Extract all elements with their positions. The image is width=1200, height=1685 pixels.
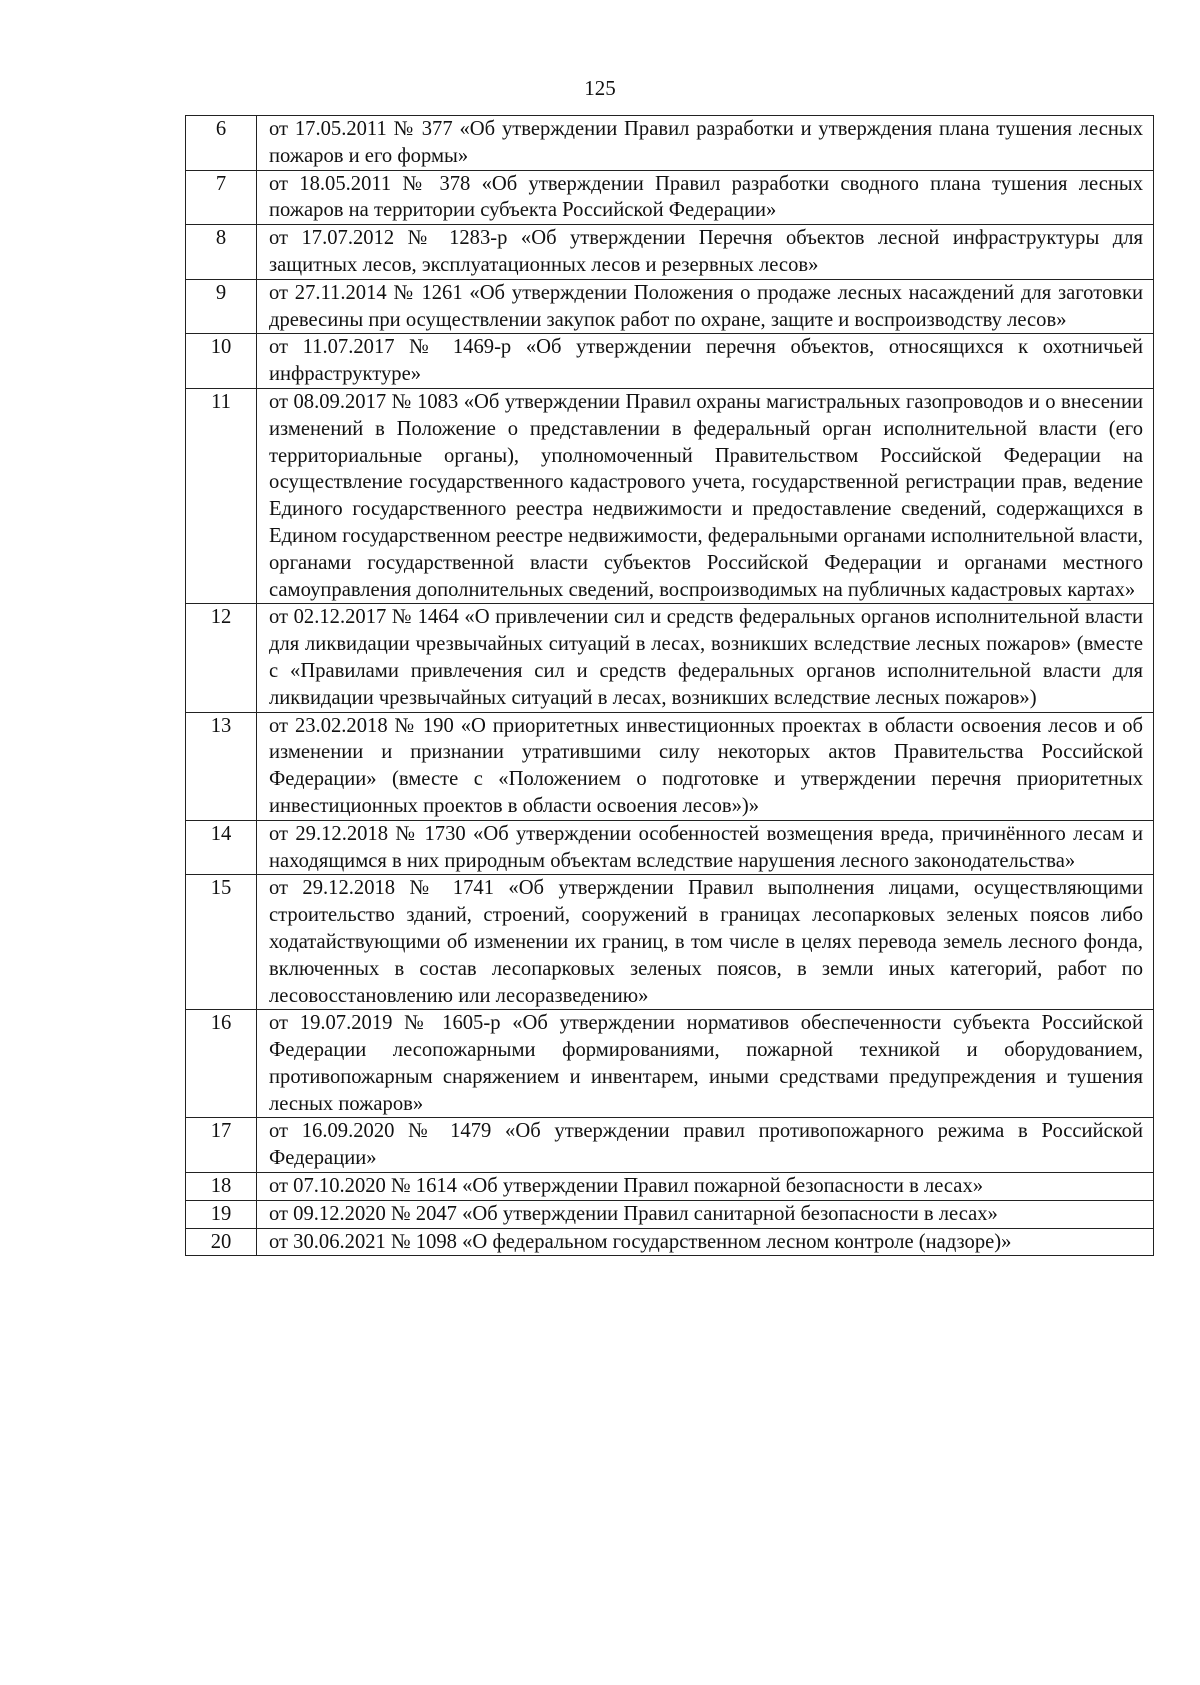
act-description: от 08.09.2017 № 1083 «Об утверждении Правил охраны магистральных газопроводов и о внесении изменений в Положение о представлении в федеральный орган исполнительной власти (его территориальные органы), уполномоченный Правительством Российской Федерации на осуществление государственного кадастрового учета, государственной регистрации прав, ведение Единого государственного реестра недвижимости и предоставление сведений, содержащихся в Едином государственном реестре недвижимости, федеральными органами исполнительной власти, органами государственной власти субъектов Российской Федерации и органами местного самоуправления дополнительных сведений, воспроизводимых на публичных кадастровых картах» [257, 388, 1154, 603]
row-number: 16 [186, 1010, 257, 1118]
table-row [186, 170, 1154, 225]
table-row [186, 1010, 1154, 1118]
row-number: 6 [186, 116, 257, 171]
act-description: от 09.12.2020 № 2047 «Об утверждении Правил санитарной безопасности в лесах» [257, 1200, 1154, 1228]
table-row [186, 875, 1154, 1010]
act-description: от 23.02.2018 № 190 «О приоритетных инвестиционных проектах в области освоения лесов и об изменении и признании утратившими силу некоторых актов Правительства Российской Федерации» (вместе с «Положением о подготовке и утверждении перечня приоритетных инвестиционных проектов в области освоения лесов»)» [257, 712, 1154, 820]
act-description: от 30.06.2021 № 1098 «О федеральном государственном лесном контроле (надзоре)» [257, 1228, 1154, 1256]
act-description: от 17.05.2011 № 377 «Об утверждении Правил разработки и утверждения плана тушения лесных пожаров и его формы» [257, 116, 1154, 171]
act-description: от 29.12.2018 № 1741 «Об утверждении Правил выполнения лицами, осуществляющими строительство зданий, строений, сооружений в границах лесопарковых зеленых поясов либо ходатайствующими об изменении их границ, в том числе в целях перевода земель лесного фонда, включенных в состав лесопарковых зеленых поясов, в земли иных категорий, работ по лесовосстановлению или лесоразведению» [257, 875, 1154, 1010]
row-number: 11 [186, 388, 257, 603]
row-number: 17 [186, 1118, 257, 1173]
row-number: 13 [186, 712, 257, 820]
table-row [186, 334, 1154, 389]
table-row [186, 1118, 1154, 1173]
row-number: 9 [186, 279, 257, 334]
row-number: 19 [186, 1200, 257, 1228]
table-row [186, 712, 1154, 820]
act-description: от 07.10.2020 № 1614 «Об утверждении Правил пожарной безопасности в лесах» [257, 1173, 1154, 1201]
act-description: от 17.07.2012 № 1283-р «Об утверждении Перечня объектов лесной инфраструктуры для защитных лесов, эксплуатационных лесов и резервных лесов» [257, 225, 1154, 280]
act-description: от 19.07.2019 № 1605-р «Об утверждении нормативов обеспеченности субъекта Российской Федерации лесопожарными формированиями, пожарной техникой и оборудованием, противопожарным снаряжением и инвентарем, иными средствами предупреждения и тушения лесных пожаров» [257, 1010, 1154, 1118]
row-number: 15 [186, 875, 257, 1010]
page-number: 125 [584, 76, 616, 100]
act-description: от 29.12.2018 № 1730 «Об утверждении особенностей возмещения вреда, причинённого лесам и находящимся в них природным объектам вследствие нарушения лесного законодательства» [257, 820, 1154, 875]
row-number: 10 [186, 334, 257, 389]
table-row [186, 116, 1154, 171]
table-row [186, 1173, 1154, 1201]
act-description: от 16.09.2020 № 1479 «Об утверждении правил противопожарного режима в Российской Федерации» [257, 1118, 1154, 1173]
row-number: 14 [186, 820, 257, 875]
act-description: от 27.11.2014 № 1261 «Об утверждении Положения о продаже лесных насаждений для заготовки древесины при осуществлении закупок работ по охране, защите и воспроизводству лесов» [257, 279, 1154, 334]
legal-acts-table [185, 115, 1154, 1256]
table-row [186, 388, 1154, 603]
row-number: 18 [186, 1173, 257, 1201]
table-row [186, 225, 1154, 280]
table-row [186, 1200, 1154, 1228]
table-row [186, 1228, 1154, 1256]
row-number: 12 [186, 604, 257, 712]
act-description: от 02.12.2017 № 1464 «О привлечении сил и средств федеральных органов исполнительной власти для ликвидации чрезвычайных ситуаций в лесах, возникших вследствие лесных пожаров» (вместе с «Правилами привлечения сил и средств федеральных органов исполнительной власти для ликвидации чрезвычайных ситуаций в лесах, возникших вследствие лесных пожаров») [257, 604, 1154, 712]
row-number: 20 [186, 1228, 257, 1256]
act-description: от 11.07.2017 № 1469-р «Об утверждении перечня объектов, относящихся к охотничьей инфраструктуре» [257, 334, 1154, 389]
table-row [186, 279, 1154, 334]
row-number: 7 [186, 170, 257, 225]
table-row [186, 820, 1154, 875]
act-description: от 18.05.2011 № 378 «Об утверждении Правил разработки сводного плана тушения лесных пожаров на территории субъекта Российской Федерации» [257, 170, 1154, 225]
row-number: 8 [186, 225, 257, 280]
table-row [186, 604, 1154, 712]
